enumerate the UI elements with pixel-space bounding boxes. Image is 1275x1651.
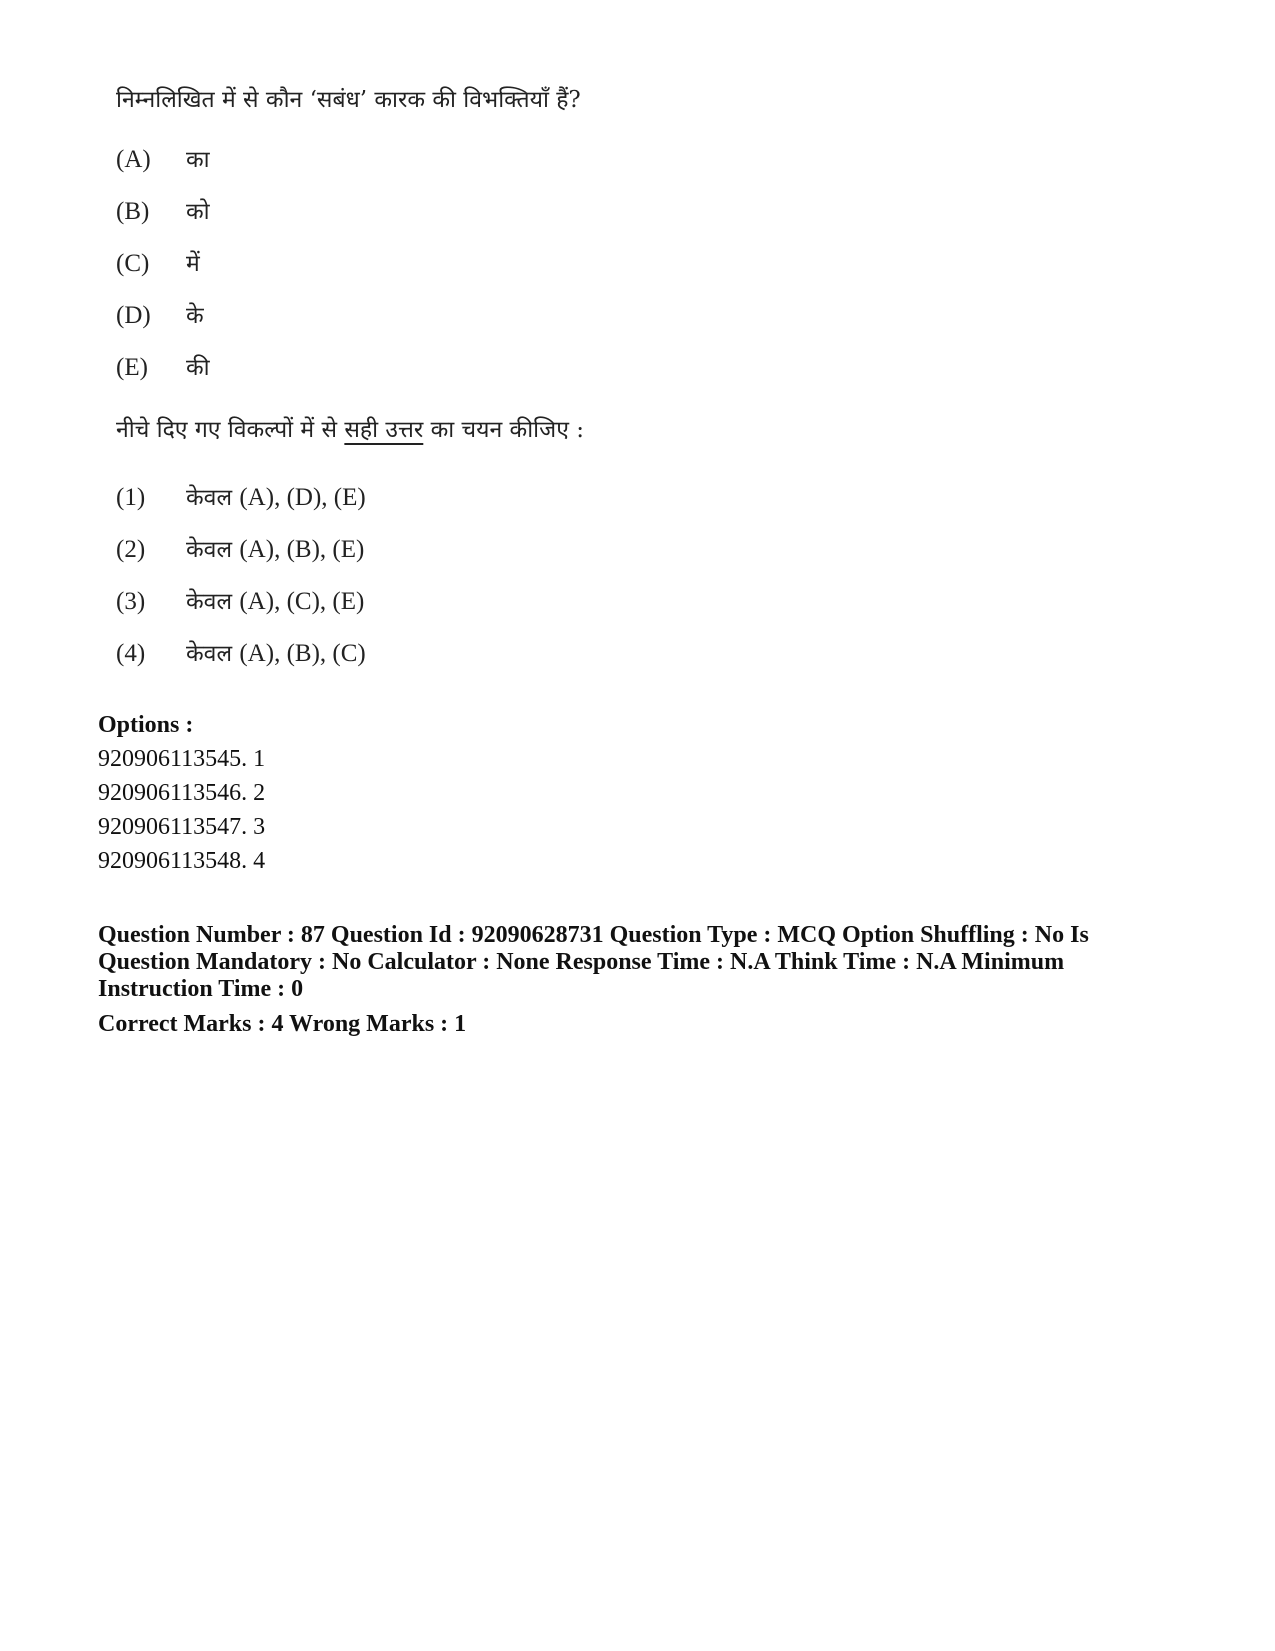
options-title: Options : — [98, 712, 194, 738]
statement-a — [116, 142, 210, 174]
choice-text: (A), (B), (E) — [239, 536, 365, 563]
question-stem: निम्नलिखित में से कौन ‘सबंध’ कारक की विभक्तियाँ हैं? — [116, 87, 581, 113]
statement-d — [116, 298, 204, 330]
instruction-underlined: सही उत्तर — [344, 417, 424, 443]
metadata-line: Instruction Time : 0 — [98, 976, 304, 1002]
choice-1 — [116, 480, 366, 512]
option-item: 920906113548. 4 — [98, 848, 266, 874]
option-item: 920906113545. 1 — [98, 746, 266, 772]
choice-label: (2) — [116, 536, 146, 563]
statement-c — [116, 246, 200, 278]
choice-prefix: केवल — [186, 537, 233, 563]
option-item: 920906113546. 2 — [98, 780, 266, 806]
choice-prefix: केवल — [186, 641, 233, 667]
statement-text: को — [186, 199, 210, 225]
statement-label: (C) — [116, 250, 150, 277]
choice-text: (A), (D), (E) — [239, 484, 366, 511]
choice-4 — [116, 636, 366, 668]
answer-instruction — [116, 412, 584, 444]
choice-prefix: केवल — [186, 485, 233, 511]
question-image — [100, 60, 660, 700]
statement-text: में — [186, 251, 200, 277]
choice-label: (3) — [116, 588, 146, 615]
choice-label: (4) — [116, 640, 146, 667]
instruction-text: नीचे दिए गए विकल्पों में से — [116, 417, 345, 443]
statement-text: के — [186, 303, 204, 329]
choice-text: (A), (B), (C) — [239, 640, 366, 667]
instruction-text: का चयन कीजिए : — [423, 417, 584, 443]
metadata-line: Question Number : 87 Question Id : 92090628731 Question Type : MCQ Option Shuffling : No Is — [98, 922, 1089, 948]
question-metadata — [98, 922, 1178, 1003]
statement-text: की — [186, 355, 210, 381]
choice-2 — [116, 532, 364, 564]
statement-label: (E) — [116, 354, 148, 381]
choice-text: (A), (C), (E) — [239, 588, 365, 615]
options-section — [98, 708, 265, 878]
metadata-line: Question Mandatory : No Calculator : None Response Time : N.A Think Time : N.A Minimum — [98, 949, 1065, 975]
choice-label: (1) — [116, 484, 146, 511]
statement-label: (A) — [116, 146, 151, 173]
statement-label: (D) — [116, 302, 151, 329]
statement-e — [116, 350, 210, 382]
choice-prefix: केवल — [186, 589, 233, 615]
option-item: 920906113547. 3 — [98, 814, 266, 840]
marks-info: Correct Marks : 4 Wrong Marks : 1 — [98, 1011, 467, 1037]
choice-3 — [116, 584, 364, 616]
statement-b — [116, 194, 210, 226]
statement-label: (B) — [116, 198, 150, 225]
statement-text: का — [186, 147, 210, 173]
